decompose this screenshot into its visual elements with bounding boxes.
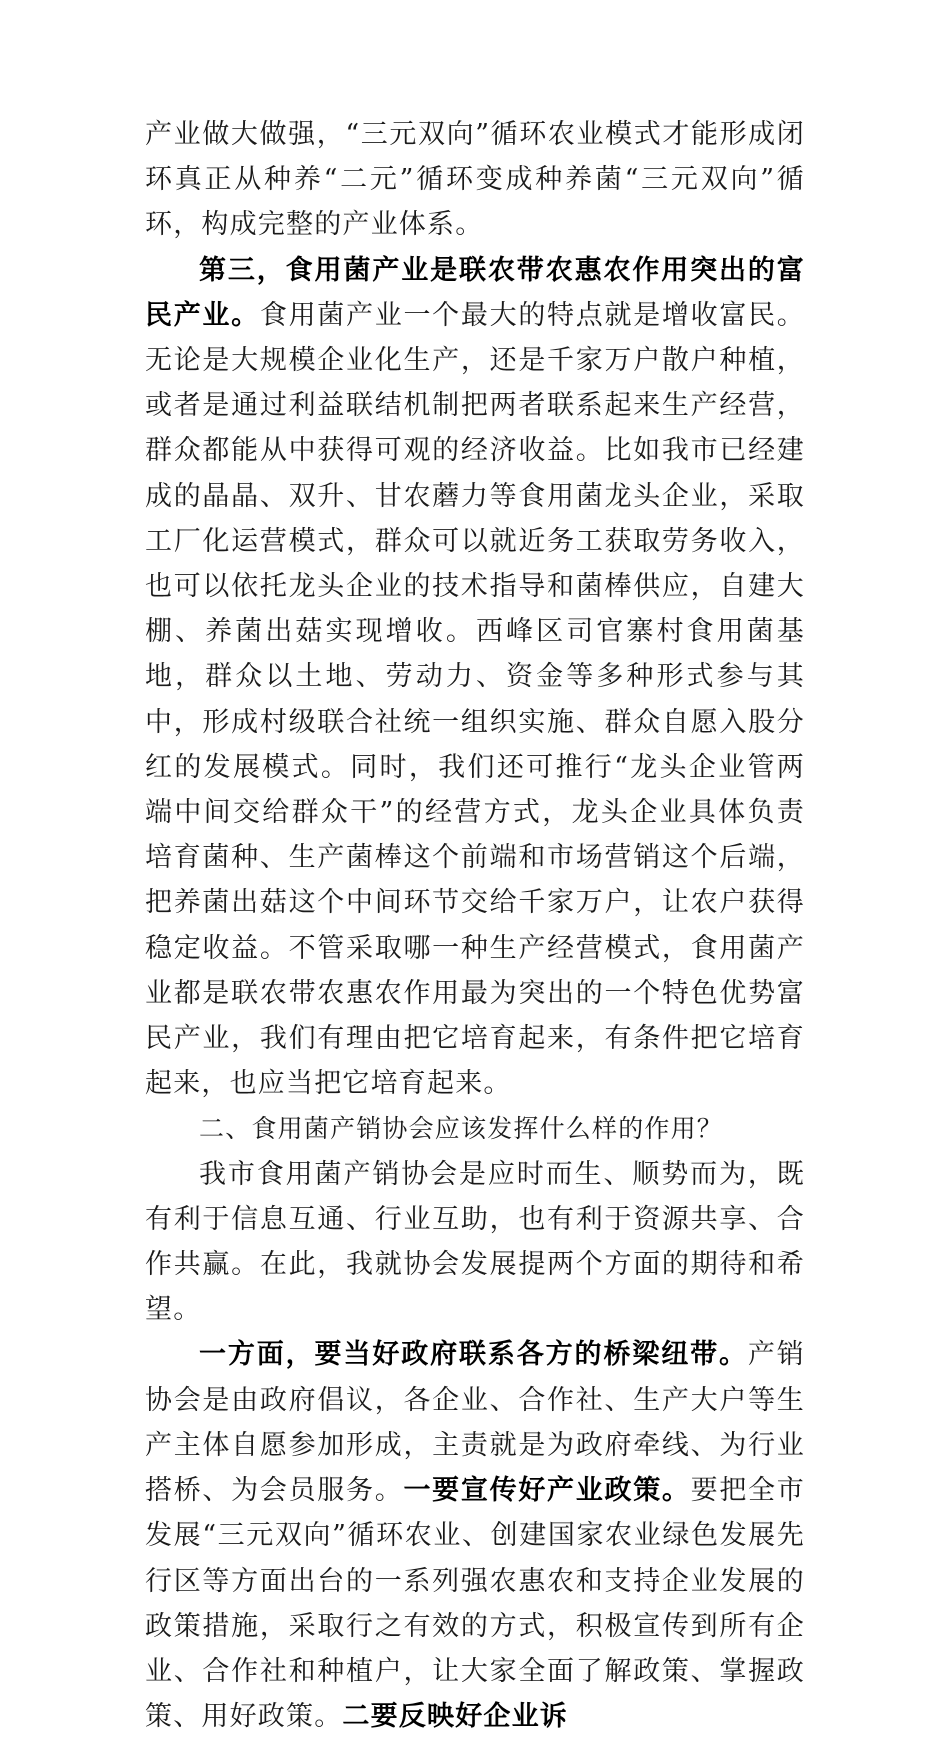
- paragraph-text: 产销协会是由政府倡议，各企业、合作社、生产大户等生产主体自愿参加形成，主责就是为政府牵线、为行业搭桥、为会员服务。: [145, 1339, 805, 1507]
- paragraph-text: 要把全市发展“三元双向”循环农业、创建国家农业绿色发展先行区等方面出台的一系列强农惠农和支持企业发展的政策措施，采取行之有效的方式，积极宣传到所有企业、合作社和种植户，让大家全面了解政策、掌握政策、用好政策。: [145, 1475, 805, 1733]
- section-heading-text: 二、食用菌产销协会应该发挥什么样的作用？: [199, 1114, 724, 1144]
- paragraph-lead-bold: 第三，食用菌产业是联农带农惠农作用突出的富民产业。: [145, 254, 805, 331]
- paragraph-sub-bold: 一要宣传好产业政策。: [403, 1475, 691, 1507]
- paragraph-sub-bold: 二要反映好企业诉: [342, 1701, 569, 1733]
- paragraph-association-intro: [145, 1152, 805, 1333]
- paragraph-bridge-role: [145, 1332, 805, 1739]
- document-body: [145, 112, 805, 1739]
- paragraph-text: 产业做大做强，“三元双向”循环农业模式才能形成闭环真正从种养“二元”循环变成种养菌“三元双向”循环，构成完整的产业体系。: [145, 119, 805, 241]
- paragraph-text: 我市食用菌产销协会是应时而生、顺势而为，既有利于信息互通、行业互助，也有利于资源共享、合作共赢。在此，我就协会发展提两个方面的期待和希望。: [145, 1158, 805, 1326]
- paragraph-third-point: [145, 248, 805, 1107]
- paragraph-text: 食用菌产业一个最大的特点就是增收富民。无论是大规模企业化生产，还是千家万户散户种植，或者是通过利益联结机制把两者联系起来生产经营，群众都能从中获得可观的经济收益。比如我市已经建成的晶晶、双升、甘农蘑力等食用菌龙头企业，采取工厂化运营模式，群众可以就近务工获取劳务收入，也可以依托龙头企业的技术指导和菌棒供应，自建大棚、养菌出菇实现增收。西峰区司官寨村食用菌基地，群众以土地、劳动力、资金等多种形式参与其中，形成村级联合社统一组织实施、群众自愿入股分红的发展模式。同时，我们还可推行“龙头企业管两端中间交给群众干”的经营方式，龙头企业具体负责培育菌种、生产菌棒这个前端和市场营销这个后端，把养菌出菇这个中间环节交给千家万户，让农户获得稳定收益。不管采取哪一种生产经营模式，食用菌产业都是联农带农惠农作用最为突出的一个特色优势富民产业，我们有理由把它培育起来，有条件把它培育起来，也应当把它培育起来。: [145, 299, 805, 1100]
- paragraph-continuation: [145, 112, 805, 248]
- section-heading: [145, 1106, 805, 1151]
- paragraph-lead-bold: 一方面，要当好政府联系各方的桥梁纽带。: [199, 1339, 748, 1371]
